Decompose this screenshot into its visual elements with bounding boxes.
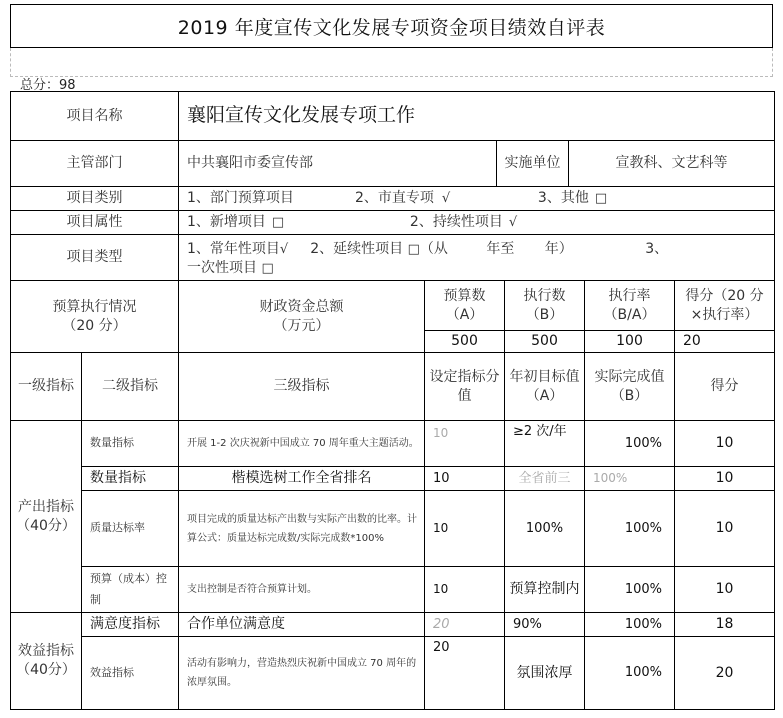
budget-execution-points: （20 分） — [62, 317, 127, 334]
row5-target: 90% — [505, 613, 585, 637]
budget-value-rate: 100 — [585, 331, 675, 353]
budget-rate-title: 执行率 — [608, 287, 651, 304]
check-mark-icon: √ — [508, 214, 518, 230]
row5-level2: 满意度指标 — [82, 613, 179, 637]
category-option-2: 2、市直专项 — [355, 190, 434, 207]
budget-value-a: 500 — [425, 331, 505, 353]
budget-value-score: 20 — [675, 331, 775, 353]
project-attribute-label: 项目属性 — [10, 211, 179, 235]
header-score: 得分 — [675, 353, 775, 421]
budget-rate-sub: （B/A） — [603, 306, 656, 323]
budget-execution-title: 预算执行情况 — [52, 298, 137, 315]
project-attribute-options — [179, 211, 775, 235]
category-option-1: 1、部门预算项目 — [187, 190, 294, 207]
row5-weight: 20 — [425, 613, 505, 637]
department-value: 中共襄阳市委宣传部 — [179, 141, 497, 187]
attribute-option-1: 1、新增项目 — [187, 214, 266, 231]
row6-target: 氛围浓厚 — [505, 637, 585, 710]
row4-target: 预算控制内 — [505, 567, 585, 613]
budget-col-b-title: 执行数 — [523, 287, 566, 304]
type-option-3: 一次性项目 — [187, 259, 257, 276]
row2-score: 10 — [675, 467, 775, 491]
row3-target: 100% — [505, 491, 585, 567]
type-from-label: （从 — [419, 240, 448, 257]
header-level1: 一级指标 — [10, 353, 82, 421]
project-type-options — [179, 235, 775, 281]
budget-value-b: 500 — [505, 331, 585, 353]
budget-score-header — [675, 281, 775, 331]
form-title: 2019 年度宣传文化发展专项资金项目绩效自评表 — [10, 4, 773, 48]
row6-weight: 20 — [425, 637, 505, 710]
row4-level3: 支出控制是否符合预算计划。 — [179, 567, 425, 613]
fund-total-label — [179, 281, 425, 353]
department-label: 主管部门 — [10, 141, 179, 187]
project-name-label: 项目名称 — [10, 91, 179, 141]
project-type-line-2 — [187, 259, 274, 278]
implementing-unit-label: 实施单位 — [497, 141, 569, 187]
row6-actual: 100% — [585, 637, 675, 710]
row5-actual: 100% — [585, 613, 675, 637]
row3-weight: 10 — [425, 491, 505, 567]
row3-level2: 质量达标率 — [82, 491, 179, 567]
row4-score: 10 — [675, 567, 775, 613]
total-score: 总分：98 — [20, 78, 76, 93]
budget-col-a-header — [425, 281, 505, 331]
row5-score: 18 — [675, 613, 775, 637]
benefit-group-title: 效益指标 — [18, 643, 74, 660]
checkbox-empty-icon: □ — [261, 260, 274, 276]
budget-col-a-sub: （A） — [445, 306, 484, 323]
type-option-3-prefix: 3、 — [645, 240, 669, 257]
fund-total-unit: （万元） — [273, 317, 330, 334]
header-target — [505, 353, 585, 421]
type-year-to-label: 年至 — [486, 240, 515, 257]
project-category-options — [179, 187, 775, 211]
budget-col-a-title: 预算数 — [443, 287, 486, 304]
budget-col-b-sub: （B） — [525, 306, 564, 323]
header-target-sub: （A） — [525, 387, 564, 404]
project-name-value: 襄阳宣传文化发展专项工作 — [179, 91, 775, 141]
fund-total-title: 财政资金总额 — [259, 298, 344, 315]
project-type-line-1 — [187, 240, 668, 259]
header-level2: 二级指标 — [82, 353, 179, 421]
row1-level3: 开展 1-2 次庆祝新中国成立 70 周年重大主题活动。 — [179, 421, 425, 467]
row6-level3: 活动有影响力，营造热烈庆祝新中国成立 70 周年的浓厚氛围。 — [179, 637, 425, 710]
header-actual: 实际完成值（B） — [585, 353, 675, 421]
header-target-title: 年初目标值 — [509, 368, 580, 385]
attribute-option-2: 2、持续性项目 — [409, 214, 503, 231]
budget-score-sub: ×执行率） — [690, 306, 759, 323]
row1-actual: 100% — [585, 421, 675, 467]
output-group-title: 产出指标 — [18, 498, 74, 515]
row5-level3: 合作单位满意度 — [179, 613, 425, 637]
row6-level2: 效益指标 — [82, 637, 179, 710]
checkbox-empty-icon: □ — [594, 190, 608, 206]
row3-actual: 100% — [585, 491, 675, 567]
row2-level2: 数量指标 — [82, 467, 179, 491]
output-indicators-group — [10, 421, 82, 613]
budget-score-title: 得分（20 分 — [685, 287, 764, 304]
project-category-label: 项目类别 — [10, 187, 179, 211]
implementing-unit-value: 宣教科、文艺科等 — [569, 141, 775, 187]
row4-level2: 预算（成本）控制 — [82, 567, 179, 613]
type-option-1: 1、常年性项目 — [187, 240, 280, 257]
check-mark-icon: √ — [441, 190, 451, 206]
row1-target: ≥2 次/年 — [505, 421, 585, 467]
project-type-label: 项目类型 — [10, 235, 179, 281]
row1-weight: 10 — [425, 421, 505, 467]
row3-level3: 项目完成的质量达标产出数与实际产出数的比率。计算公式：质量达标完成数/实际完成数*100% — [179, 491, 425, 567]
check-mark-icon: √ — [279, 241, 289, 257]
checkbox-empty-icon: □ — [407, 241, 420, 257]
row4-weight: 10 — [425, 567, 505, 613]
header-level3: 三级指标 — [179, 353, 425, 421]
budget-execution-label — [10, 281, 179, 353]
row2-weight: 10 — [425, 467, 505, 491]
output-group-points: （40分） — [16, 517, 76, 534]
evaluation-table — [10, 91, 775, 710]
row2-actual: 100% — [585, 467, 675, 491]
type-option-2: 2、延续性项目 — [310, 240, 404, 257]
row3-score: 10 — [675, 491, 775, 567]
type-year-end-label: 年） — [544, 240, 573, 257]
checkbox-empty-icon: □ — [271, 214, 285, 230]
budget-rate-header — [585, 281, 675, 331]
title-spacer-row — [10, 48, 773, 77]
row6-score: 20 — [675, 637, 775, 710]
row1-level2: 数量指标 — [82, 421, 179, 467]
row2-target: 全省前三 — [505, 467, 585, 491]
benefit-indicators-group — [10, 613, 82, 710]
budget-col-b-header — [505, 281, 585, 331]
benefit-group-points: （40分） — [16, 662, 76, 678]
category-option-3: 3、其他 — [537, 190, 589, 207]
row2-level3: 楷模选树工作全省排名 — [179, 467, 425, 491]
row4-actual: 100% — [585, 567, 675, 613]
header-weight: 设定指标分值 — [425, 353, 505, 421]
row1-score: 10 — [675, 421, 775, 467]
